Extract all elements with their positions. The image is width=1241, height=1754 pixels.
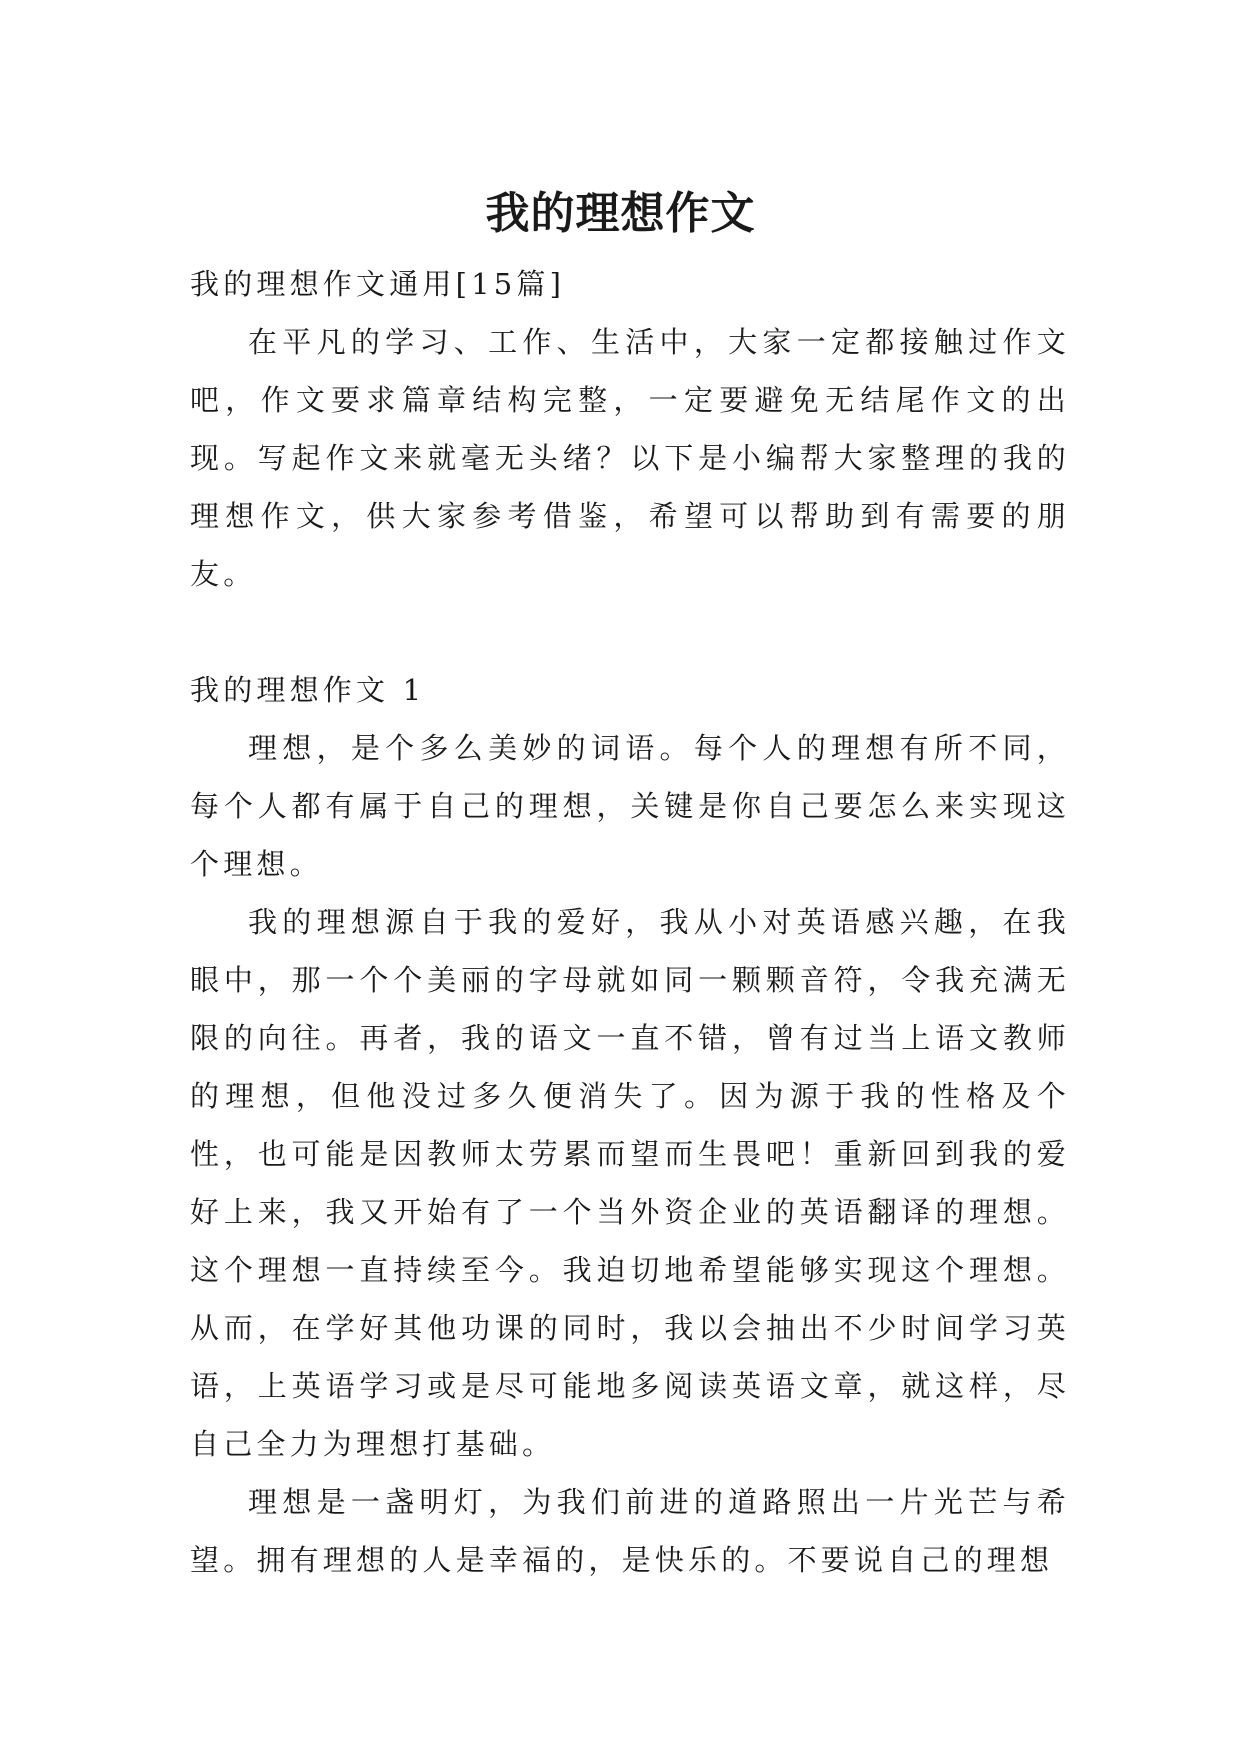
document-body xyxy=(190,255,1070,1589)
document-title: 我的理想作文 xyxy=(485,188,756,240)
section-paragraph-1: 理想，是个多么美妙的词语。每个人的理想有所不同，每个人都有属于自己的理想，关键是你自己要怎么来实现这个理想。 xyxy=(190,731,1070,881)
section-heading: 我的理想作文 1 xyxy=(190,673,426,707)
section-paragraph-3: 理想是一盏明灯，为我们前进的道路照出一片光芒与希望。拥有理想的人是幸福的，是快乐的。不要说自己的理想 xyxy=(190,1485,1070,1577)
intro-paragraph: 在平凡的学习、工作、生活中，大家一定都接触过作文吧，作文要求篇章结构完整，一定要避免无结尾作文的出现。写起作文来就毫无头绪？以下是小编帮大家整理的我的理想作文，供大家参考借鉴，希望可以帮助到有需要的朋友。 xyxy=(190,325,1070,591)
section-paragraph-2: 我的理想源自于我的爱好，我从小对英语感兴趣，在我眼中，那一个个美丽的字母就如同一颗颗音符，令我充满无限的向往。再者，我的语文一直不错，曾有过当上语文教师的理想，但他没过多久便消失了。因为源于我的性格及个性，也可能是因教师太劳累而望而生畏吧！重新回到我的爱好上来，我又开始有了一个当外资企业的英语翻译的理想。这个理想一直持续至今。我迫切地希望能够实现这个理想。从而，在学好其他功课的同时，我以会抽出不少时间学习英语，上英语学习或是尽可能地多阅读英语文章，就这样，尽自己全力为理想打基础。 xyxy=(190,905,1070,1461)
section-spacer xyxy=(190,603,1070,661)
document-subtitle: 我的理想作文通用[15篇] xyxy=(190,267,566,301)
